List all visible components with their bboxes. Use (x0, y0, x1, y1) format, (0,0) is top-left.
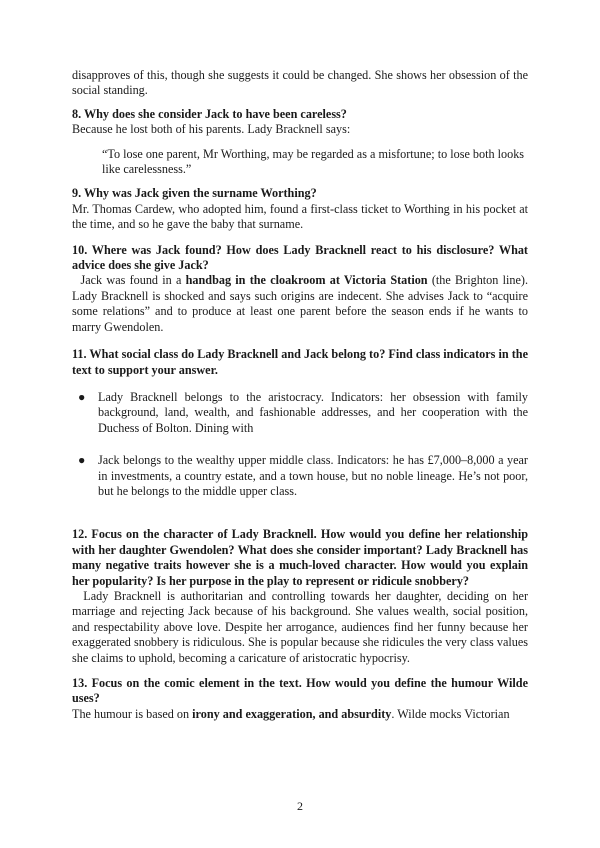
answer-12: Lady Bracknell is authoritarian and controlling towards her daughter, deciding on her marriage and rejecting Jack because of his background. She values wealth, social position, and respectability above love. Despite her arrogance, audiences find her funny because her exaggerated snobbery is ridiculous. She is popular because she ridicules the very class values she claims to uphold, becoming a caricature of aristocratic hypocrisy. (72, 588, 532, 665)
bullet-icon: ● (78, 453, 86, 468)
question-8: 8. Why does she consider Jack to have been careless? (72, 106, 347, 121)
answer-10-part-1: Jack was found in a (72, 273, 186, 288)
page-number: 2 (297, 799, 303, 813)
answer-13-part-2: . Wilde mocks Victorian (391, 706, 510, 721)
list-item-jack (72, 453, 528, 499)
list-item-text: Jack belongs to the wealthy upper middle class. Indicators: he has £7,000–8,000 a year in investments, a country estate, and a town house, but no noble lineage. He’s not poor, but he belongs to the middle upper class. (98, 453, 528, 498)
answer-13 (72, 707, 528, 722)
class-indicator-list (72, 390, 528, 499)
question-10: 10. Where was Jack found? How does Lady Bracknell react to his disclosure? What advice does she give Jack? (72, 242, 528, 273)
list-item-bracknell (72, 390, 528, 436)
intro-paragraph: disapproves of this, though she suggests it could be changed. She shows her obsession of the social standing. (72, 68, 528, 98)
quote-8: “To lose one parent, Mr Worthing, may be regarded as a misfortune; to lose both looks like carelessness.” (102, 146, 525, 177)
question-9: 9. Why was Jack given the surname Worthing? (72, 186, 317, 201)
document-page (72, 68, 532, 722)
answer-13-part-1: The humour is based on (72, 706, 193, 721)
answer-10-part-2: (the Brighton line). Lady Bracknell is shocked and says such origins are indecent. She advises Jack to “acquire some relations” and to produce at least one parent before the season ends if he wants to marry Gwendolen. (72, 273, 528, 334)
answer-9: Mr. Thomas Cardew, who adopted him, found a first-class ticket to Worthing in his pocket at the time, and so he gave the baby that surname. (72, 201, 528, 232)
list-item-text: Lady Bracknell belongs to the aristocracy. Indicators: her obsession with family background, land, wealth, and fashionable addresses, and her cooperation with the Duchess of Bolton. Dining with (98, 389, 528, 435)
answer-13-bold: irony and exaggeration, and absurdity (192, 706, 392, 721)
answer-10 (72, 273, 528, 335)
question-11: 11. What social class do Lady Bracknell and Jack belong to? Find class indicators in the text to support your answer. (72, 347, 528, 377)
answer-10-bold: handbag in the cloakroom at Victoria Station (185, 273, 428, 288)
bullet-icon: ● (78, 389, 86, 404)
question-12: 12. Focus on the character of Lady Bracknell. How would you define her relationship with her daughter Gwendolen? What does she consider important? Lady Bracknell has many negative traits however she is a much-loved character. How would you explain her popularity? Is her purpose in the play to represent or ridicule snobbery? (72, 527, 528, 588)
question-13: 13. Focus on the comic element in the text. How would you define the humour Wilde uses? (72, 676, 528, 706)
answer-8: Because he lost both of his parents. Lady Bracknell says: (72, 122, 351, 137)
